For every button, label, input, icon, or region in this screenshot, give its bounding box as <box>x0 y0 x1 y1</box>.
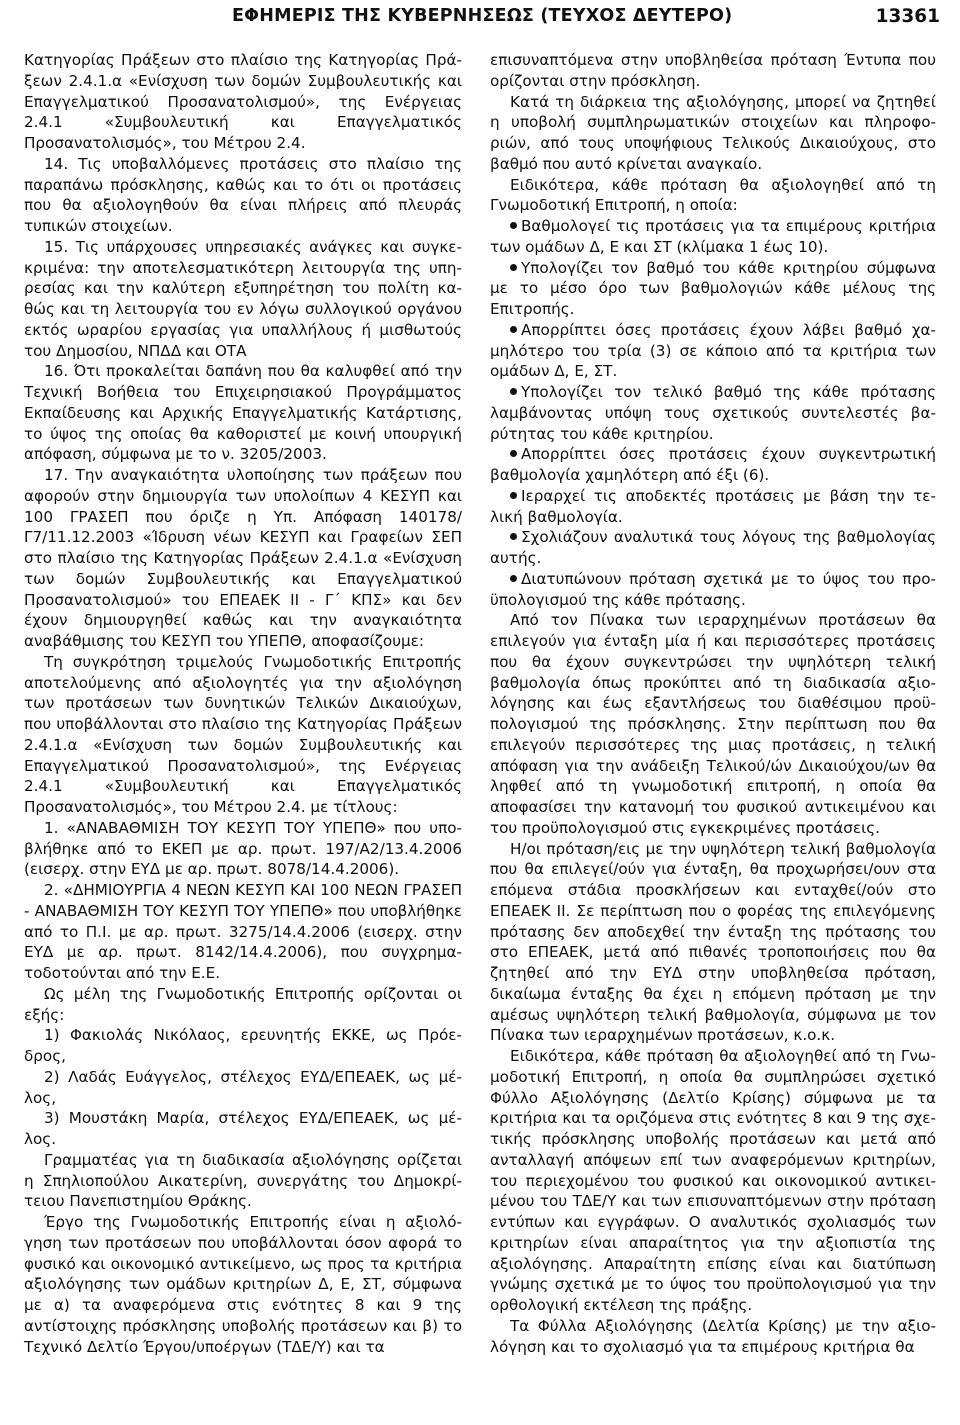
page-number: 13361 <box>875 6 940 27</box>
paragraph: 16. Ότι προκαλείται δαπάνη που θα καλυφθεί από την Τεχνική Βοήθεια του Επιχειρησιακού Προγράμματος Εκπαίδευσης και Αρχικής Επαγγελματικής Κατάρτισης, το ύψος της οποίας θα καθοριστεί με κοινή υπουργική απόφαση, σύμφωνα με το ν. 3205/2003. <box>24 362 462 464</box>
paragraph: 15. Τις υπάρχουσες υπηρεσιακές ανάγκες και συγκεκριμένα: την αποτελεσματικότερη λειτουργία της υπηρεσίας και την καλύτερη εξυπηρέτηση του πολίτη καθώς και τη λειτουργία του εν λόγω συλλογικού οργάνου εκτός ωραρίου εργασίας για υπαλλήλους ή μισθωτούς του Δημοσίου, ΝΠΔΔ και ΟΤΑ <box>24 237 462 360</box>
bullet-icon <box>510 533 517 540</box>
bullet-item: Ιεραρχεί τις αποδεκτές προτάσεις με βάση την τελική βαθμολογία. <box>490 486 936 526</box>
paragraph: Γραμματέας για τη διαδικασία αξιολόγησης ορίζεται η Σπηλιοπούλου Αικατερίνη, συνεργάτης του Δημοκρίτειου Πανεπιστημίου Θράκης. <box>24 1150 462 1211</box>
paragraph: 1) Φακιολάς Νικόλαος, ερευνητής ΕΚΚΕ, ως Πρόεδρος, <box>24 1026 462 1065</box>
paragraph: Ειδικότερα, κάθε πρόταση θα αξιολογηθεί από τη Γνωμοδοτική Επιτροπή, η οποία: <box>490 175 936 215</box>
paragraph: Έργο της Γνωμοδοτικής Επιτροπής είναι η αξιολόγηση των προτάσεων που υποβάλλονται όσον αφορά το φυσικό και οικονομικό αντικείμενο, ως προς τα κριτήρια αξιολόγησης των ομάδων κριτηρίων Δ, Ε, ΣΤ, σύμφωνα με α) τα αναφερόμενα στις ενότητες 8 και 9 της αντίστοιχης πρόσκλησης υποβολής προτάσεων και β) το Τεχνικό Δελτίο Έργου/υποέργων (ΤΔΕ/Υ) και τα <box>24 1213 462 1356</box>
bullet-icon <box>510 450 517 457</box>
paragraph: Η/οι πρόταση/εις με την υψηλότερη τελική βαθμολογία που θα επιλεγεί/ούν για ένταξη, θα προχωρήσει/ουν στα επόμενα στάδια προσκλήσεων και ενταχθεί/ούν στο ΕΠΕΑΕΚ ΙΙ. Σε περίπτωση που ο φορέας της επιλεγόμενης πρότασης δεν αποδεχθεί την ένταξη της πρότασης του στο ΕΠΕΑΕΚ, μετά από πιθανές τροποποιήσεις που θα ζητηθεί από την ΕΥΔ στην υποβληθείσα πρόταση, δικαίωμα ένταξης θα έχει η επόμενη πρόταση με την αμέσως υψηλότερη τελική βαθμολογία, σύμφωνα με τον Πίνακα των ιεραρχημένων προτάσεων, κ.ο.κ. <box>490 839 936 1045</box>
paragraph: 14. Τις υποβαλλόμενες προτάσεις στο πλαίσιο της παραπάνω πρόσκλησης, καθώς και το ότι οι προτάσεις που θα αξιολογηθούν θα είναι πλήρεις από πλευράς τυπικών στοιχείων. <box>24 154 462 235</box>
bullet-item: Υπολογίζει τον βαθμό του κάθε κριτηρίου σύμφωνα με το μέσο όρο των βαθμολογιών κάθε μέλους της Επιτροπής. <box>490 258 936 318</box>
paragraph: Ως μέλη της Γνωμοδοτικής Επιτροπής ορίζονται οι εξής: <box>24 984 462 1024</box>
bullet-icon <box>510 326 517 333</box>
paragraph: 1. «ΑΝΑΒΑΘΜΙΣΗ ΤΟΥ ΚΕΣΥΠ ΤΟΥ ΥΠΕΠΘ» που υποβλήθηκε από το ΕΚΕΠ με αρ. πρωτ. 197/Α2/13.4.2006 (εισερχ. στην ΕΥΔ με αρ. πρωτ. 8078/14.4.2006). <box>24 818 462 879</box>
paragraph: Τη συγκρότηση τριμελούς Γνωμοδοτικής Επιτροπής αποτελούμενης από αξιολογητές για την αξιολόγηση των προτάσεων των δυνητικών Τελικών Δικαιούχων, που υποβάλλονται στο πλαίσιο της Κατηγορίας Πράξεων 2.4.1.α «Ενίσχυση των δομών Συμβουλευτικής και Επαγγελματικού Προσανατολισμού», της Ενέργειας 2.4.1 «Συμβουλευτική και Επαγγελματικός Προσανατολισμός», του Μέτρου 2.4. με τίτλους: <box>24 652 462 816</box>
paragraph: 2. «ΔΗΜΙΟΥΡΓΙΑ 4 ΝΕΩΝ ΚΕΣΥΠ ΚΑΙ 100 ΝΕΩΝ ΓΡΑΣΕΠ - ΑΝΑΒΑΘΜΙΣΗ ΤΟΥ ΚΕΣΥΠ ΤΟΥ ΥΠΕΠΘ» που υποβλήθηκε από το Π.Ι. με αρ. πρωτ. 3275/14.4.2006 (εισερχ. στην ΕΥΔ με αρ. πρωτ. 8142/14.4.2006), που συγχρηματοδοτούνται από την Ε.Ε. <box>24 881 462 982</box>
bullet-icon <box>510 264 517 271</box>
paragraph: Κατηγορίας Πράξεων στο πλαίσιο της Κατηγορίας Πράξεων 2.4.1.α «Ενίσχυση των δομών Συμβουλευτικής και Επαγγελματικού Προσανατολισμού», της Ενέργειας 2.4.1 «Συμβουλευτική και Επαγγελματικός Προσανατολισμός», του Μέτρου 2.4. <box>24 51 462 152</box>
paragraph: Τα Φύλλα Αξιολόγησης (Δελτία Κρίσης) με την αξιολόγηση και το σχολιασμό για τα επιμέρους κριτήρια θα <box>490 1316 936 1356</box>
bullet-icon <box>510 222 517 229</box>
bullet-icon <box>510 575 517 582</box>
bullet-item: Απορρίπτει όσες προτάσεις έχουν λάβει βαθμό χαμηλότερο του τρία (3) σε κάποιο από τα κριτήρια των ομάδων Δ, Ε, ΣΤ. <box>490 320 936 381</box>
bullet-item: Διατυπώνουν πρόταση σχετικά με το ύψος του προϋπολογισμού της κάθε πρότασης. <box>490 569 936 609</box>
bullet-item: Απορρίπτει όσες προτάσεις έχουν συγκεντρωτική βαθμολογία χαμηλότερη από έξι (6). <box>490 445 936 484</box>
paragraph: 17. Την αναγκαιότητα υλοποίησης των πράξεων που αφορούν στην δημιουργία των υπολοίπων 4 ΚΕΣΥΠ και 100 ΓΡΑΣΕΠ που όριζε η Υπ. Απόφαση 140178/Γ7/11.12.2003 «Ίδρυση νέων ΚΕΣΥΠ και Γραφείων ΣΕΠ στο πλαίσιο της Κατηγορίας Πράξεων 2.4.1.α «Ενίσχυση των δομών Συμβουλευτικής και Επαγγελματικού Προσανατολισμού» του ΕΠΕΑΕΚ ΙΙ - Γ΄ ΚΠΣ» και δεν έχουν δημιουργηθεί καθώς και την αναγκαιότητα αναβάθμισης του ΚΕΣΥΠ του ΥΠΕΠΘ, αποφασίζουμε: <box>24 466 462 650</box>
page-header <box>20 6 940 30</box>
paragraph: Από τον Πίνακα των ιεραρχημένων προτάσεων θα επιλεγούν για ένταξη μία ή και περισσότερες προτάσεις που θα έχουν συγκεντρώσει την υψηλότερη τελική βαθμολογία όπως προκύπτει από τη διαδικασία αξιολόγησης και έως εξαντλήσεως του διαθέσιμου προϋπολογισμού της πρόσκλησης. Στην περίπτωση που θα επιλεγούν περισσότερες της μιας προτάσεις, η τελική απόφαση για την ανάδειξη Τελικού/ών Δικαιούχου/ων θα ληφθεί από τη γνωμοδοτική επιτροπή, η οποία θα αποφασίσει την κατανομή του φυσικού αντικειμένου και του προϋπολογισμού στις εγκεκριμένες προτάσεις. <box>490 611 936 837</box>
bullet-icon <box>510 492 517 499</box>
bullet-icon <box>510 388 517 395</box>
left-column <box>24 50 462 1357</box>
paragraph: 2) Λαδάς Ευάγγελος, στέλεχος ΕΥΔ/ΕΠΕΑΕΚ, ως μέλος, <box>24 1067 462 1107</box>
bullet-item: Βαθμολογεί τις προτάσεις για τα επιμέρους κριτήρια των ομάδων Δ, Ε και ΣΤ (κλίμακα 1 έως 10). <box>490 217 936 256</box>
paragraph: επισυναπτόμενα στην υποβληθείσα πρόταση Έντυπα που ορίζονται στην πρόσκληση. <box>490 51 936 90</box>
paragraph: 3) Μουστάκη Μαρία, στέλεχος ΕΥΔ/ΕΠΕΑΕΚ, ως μέλος. <box>24 1109 462 1148</box>
gazette-title: ΕΦΗΜΕΡΙΣ ΤΗΣ ΚΥΒΕΡΝΗΣΕΩΣ (ΤΕΥΧΟΣ ΔΕΥΤΕΡΟ) <box>232 6 733 26</box>
bullet-item: Υπολογίζει τον τελικό βαθμό της κάθε πρότασης λαμβάνοντας υπόψη τους σχετικούς συντελεστές βαρύτητας του κάθε κριτηρίου. <box>490 383 936 443</box>
paragraph: Κατά τη διάρκεια της αξιολόγησης, μπορεί να ζητηθεί η υποβολή συμπληρωματικών στοιχείων και πληροφοριών, από τους υποψήφιους Τελικούς Δικαιούχους, στο βαθμό που αυτό κρίνεται αναγκαίο. <box>490 92 936 173</box>
paragraph: Ειδικότερα, κάθε πρόταση θα αξιολογηθεί από τη Γνωμοδοτική Επιτροπή, η οποία θα συμπληρώσει σχετικό Φύλλο Αξιολόγησης (Δελτίο Κρίσης) σύμφωνα με τα κριτήρια και τα οριζόμενα στις ενότητες 8 και 9 της σχετικής πρόσκλησης υποβολής προτάσεων και μετά από ανταλλαγή απόψεων επί των αναφερόμενων κριτηρίων, του περιεχομένου του φυσικού και οικονομικού αντικειμένου του ΤΔΕ/Υ και των επισυναπτόμενων στην πρόταση εντύπων και εγγράφων. Ο αναλυτικός σχολιασμός των κριτηρίων είναι απαραίτητος για την αξιοπιστία της αξιολόγησης. Απαραίτητη επίσης είναι και διατύπωση γνώμης σχετικά με το ύψος του προϋπολογισμού για την ορθολογική εκτέλεση της πράξης. <box>490 1047 936 1314</box>
right-column <box>490 50 936 1357</box>
bullet-item: Σχολιάζουν αναλυτικά τους λόγους της βαθμολογίας αυτής. <box>490 528 936 567</box>
